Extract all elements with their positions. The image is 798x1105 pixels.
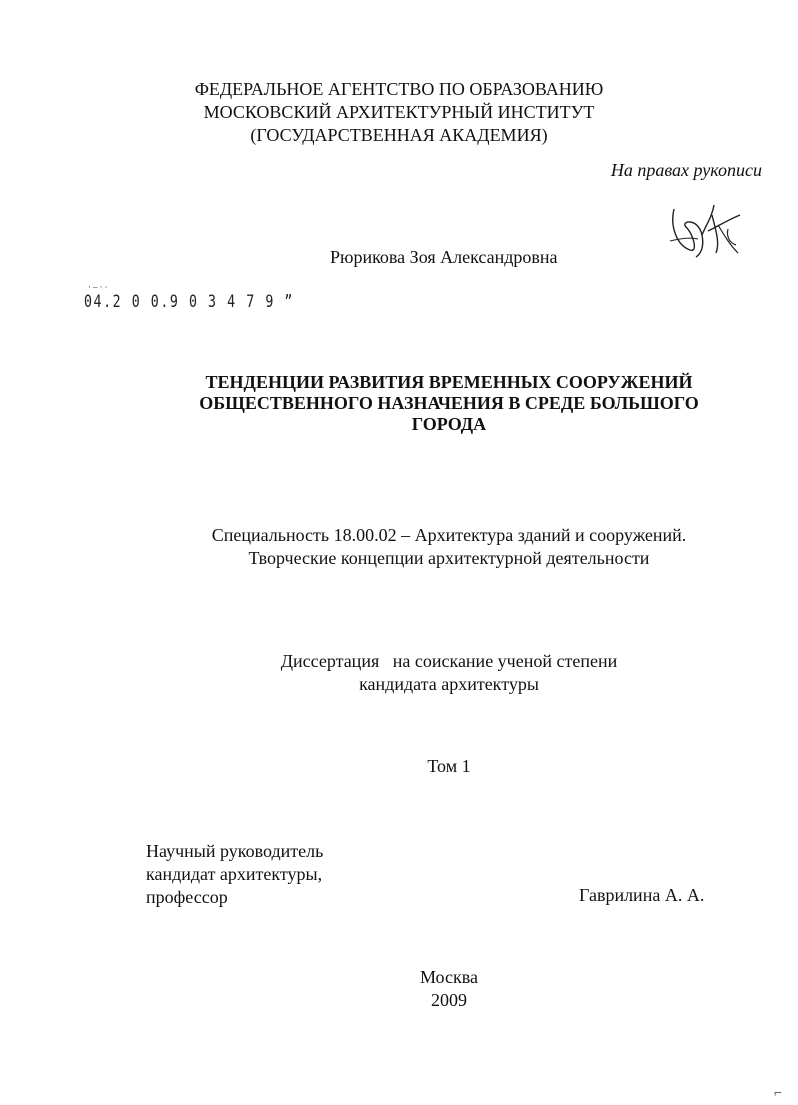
dissertation-title: [150, 372, 748, 435]
institute-name: МОСКОВСКИЙ АРХИТЕКТУРНЫЙ ИНСТИТУТ: [203, 102, 595, 122]
title-line-2: ОБЩЕСТВЕННОГО НАЗНАЧЕНИЯ В СРЕДЕ БОЛЬШОГО: [199, 393, 699, 413]
supervisor-name: Гаврилина А. А.: [579, 885, 705, 905]
title-line-3: ГОРОДА: [411, 414, 487, 434]
degree-line-2: кандидата архитектуры: [359, 674, 539, 694]
title-line-1: ТЕНДЕНЦИИ РАЗВИТИЯ ВРЕМЕННЫХ СООРУЖЕНИЙ: [205, 372, 693, 392]
stamp-tick-mark: ˮ: [274, 292, 294, 312]
author-name: Рюрикова Зоя Александровна: [330, 247, 558, 267]
agency-name: ФЕДЕРАЛЬНОЕ АГЕНТСТВО ПО ОБРАЗОВАНИЮ: [194, 79, 604, 99]
supervisor-role-line-1: Научный руководитель: [146, 841, 324, 861]
supervisor-role-line-2: кандидат архитектуры,: [146, 864, 323, 884]
specialty-line-2: Творческие концепции архитектурной деятельности: [248, 548, 650, 568]
manuscript-rights: На правах рукописи: [610, 160, 762, 180]
supervisor-block: [146, 840, 323, 909]
year: 2009: [431, 990, 467, 1010]
specialty-block: [150, 524, 748, 570]
degree-block: [150, 650, 748, 696]
academy-name: (ГОСУДАРСТВЕННАЯ АКАДЕМИЯ): [250, 125, 548, 145]
volume-number: Том 1: [427, 756, 471, 776]
supervisor-role-line-3: профессор: [146, 887, 228, 907]
scan-corner-mark: ⌐: [774, 1086, 782, 1101]
stamp-marks: ·–··: [88, 282, 110, 292]
specialty-line-1: Специальность 18.00.02 – Архитектура зданий и сооружений.: [211, 525, 687, 545]
city-name: Москва: [420, 967, 478, 987]
degree-line-1: Диссертация на соискание ученой степени: [280, 651, 618, 671]
organization-header: [0, 78, 798, 147]
signature-image: [668, 195, 748, 270]
registration-code: [84, 292, 294, 312]
registration-code-text: 04.2 0 0.9 0 3 4 7 9: [84, 292, 275, 312]
place-and-year: [150, 966, 748, 1012]
